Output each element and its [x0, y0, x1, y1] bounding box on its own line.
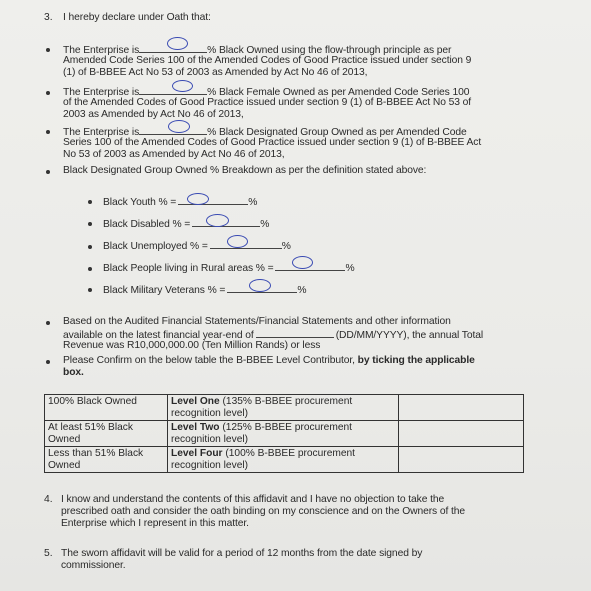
- enterprise-black-female-line1: The Enterprise is % Black Female Owned as per Amended Code Series 100: [63, 87, 470, 98]
- confirm-line1: Please Confirm on the below table the B-BBEE Level Contributor, by ticking the applicable: [63, 355, 475, 366]
- bbbee-level-table: [44, 394, 524, 473]
- level-cell: Level Four (100% B-BBEE procurement recognition level): [168, 447, 399, 473]
- handwritten-zero-black-unemployed: [227, 235, 248, 248]
- handwritten-zero-black-youth: [187, 193, 209, 205]
- enterprise-designated-group-line2: Series 100 of the Amended Codes of Good Practice issued under section 9 (1) of B-BBEE Act: [63, 137, 482, 148]
- bullet-dot: [88, 245, 92, 249]
- designated-group-breakdown-heading: Black Designated Group Owned % Breakdown as per the definition stated above:: [63, 165, 427, 176]
- enterprise-black-female-line3: 2003 as Amended by Act No 46 of 2013,: [63, 109, 244, 120]
- item-5-number: 5.: [44, 548, 53, 559]
- bullet-dot: [46, 130, 50, 134]
- owned-cell: 100% Black Owned: [45, 395, 168, 421]
- enterprise-black-owned-line1: The Enterprise is % Black Owned using the flow-through principle as per: [63, 45, 452, 56]
- bullet-dot: [88, 222, 92, 226]
- level-cell: Level Two (125% B-BBEE procurement recognition level): [168, 421, 399, 447]
- bullet-dot: [46, 48, 50, 52]
- handwritten-zero-black-disabled: [206, 214, 229, 227]
- black-rural-line: Black People living in Rural areas % = %: [103, 263, 355, 274]
- bullet-dot: [88, 288, 92, 292]
- enterprise-black-owned-line2: Amended Code Series 100 of the Amended Codes of Good Practice issued under section 9: [63, 55, 472, 66]
- enterprise-black-female-line2: of the Amended Codes of Good Practice issued under section 9 (1) of B-BBEE Act No 53 of: [63, 97, 471, 108]
- enterprise-designated-group-line3: No 53 of 2003 as Amended by Act No 46 of 2013,: [63, 149, 285, 160]
- item-4-number: 4.: [44, 494, 53, 505]
- bullet-dot: [88, 267, 92, 271]
- tick-box-level-one[interactable]: [399, 395, 524, 421]
- item-4-line1: I know and understand the contents of this affidavit and I have no objection to take the: [61, 494, 445, 505]
- financial-line1: Based on the Audited Financial Statements/Financial Statements and other information: [63, 316, 451, 327]
- item-5-line2: commissioner.: [61, 560, 126, 571]
- bullet-dot: [46, 360, 50, 364]
- black-military-veterans-line: Black Military Veterans % = %: [103, 285, 307, 296]
- tick-box-level-four[interactable]: [399, 447, 524, 473]
- confirm-line2: box.: [63, 367, 84, 378]
- black-youth-line: Black Youth % = %: [103, 197, 258, 208]
- item-4-line2: prescribed oath and consider the oath binding on my conscience and on the Owners of the: [61, 506, 466, 517]
- financial-line2: available on the latest financial year-end of (DD/MM/YYYY), the annual Total: [63, 330, 484, 341]
- financial-line3: Revenue was R10,000,000.00 (Ten Million Rands) or less: [63, 340, 321, 351]
- item-4-line3: Enterprise which I represent in this matter.: [61, 518, 249, 529]
- handwritten-zero-black-military-veterans: [249, 279, 271, 292]
- enterprise-designated-group-line1: The Enterprise is % Black Designated Group Owned as per Amended Code: [63, 127, 467, 138]
- table-row: [45, 447, 524, 473]
- handwritten-zero-black-owned: [167, 37, 188, 50]
- item-3-text: I hereby declare under Oath that:: [63, 12, 211, 23]
- item-5-line1: The sworn affidavit will be valid for a period of 12 months from the date signed by: [61, 548, 423, 559]
- owned-cell: At least 51% Black Owned: [45, 421, 168, 447]
- handwritten-zero-black-rural: [292, 256, 313, 269]
- table-row: [45, 421, 524, 447]
- bullet-dot: [46, 170, 50, 174]
- black-unemployed-line: Black Unemployed % = %: [103, 241, 291, 252]
- enterprise-black-owned-line3: (1) of B-BBEE Act No 53 of 2003 as Amended by Act No 46 of 2013,: [63, 67, 368, 78]
- item-3-number: 3.: [44, 12, 53, 23]
- handwritten-zero-black-female: [172, 80, 193, 92]
- black-disabled-line: Black Disabled % = %: [103, 219, 270, 230]
- bullet-dot: [88, 200, 92, 204]
- tick-box-level-two[interactable]: [399, 421, 524, 447]
- handwritten-zero-designated-group: [168, 120, 190, 133]
- table-row: [45, 395, 524, 421]
- owned-cell: Less than 51% Black Owned: [45, 447, 168, 473]
- bullet-dot: [46, 321, 50, 325]
- bullet-dot: [46, 91, 50, 95]
- level-cell: Level One (135% B-BBEE procurement recognition level): [168, 395, 399, 421]
